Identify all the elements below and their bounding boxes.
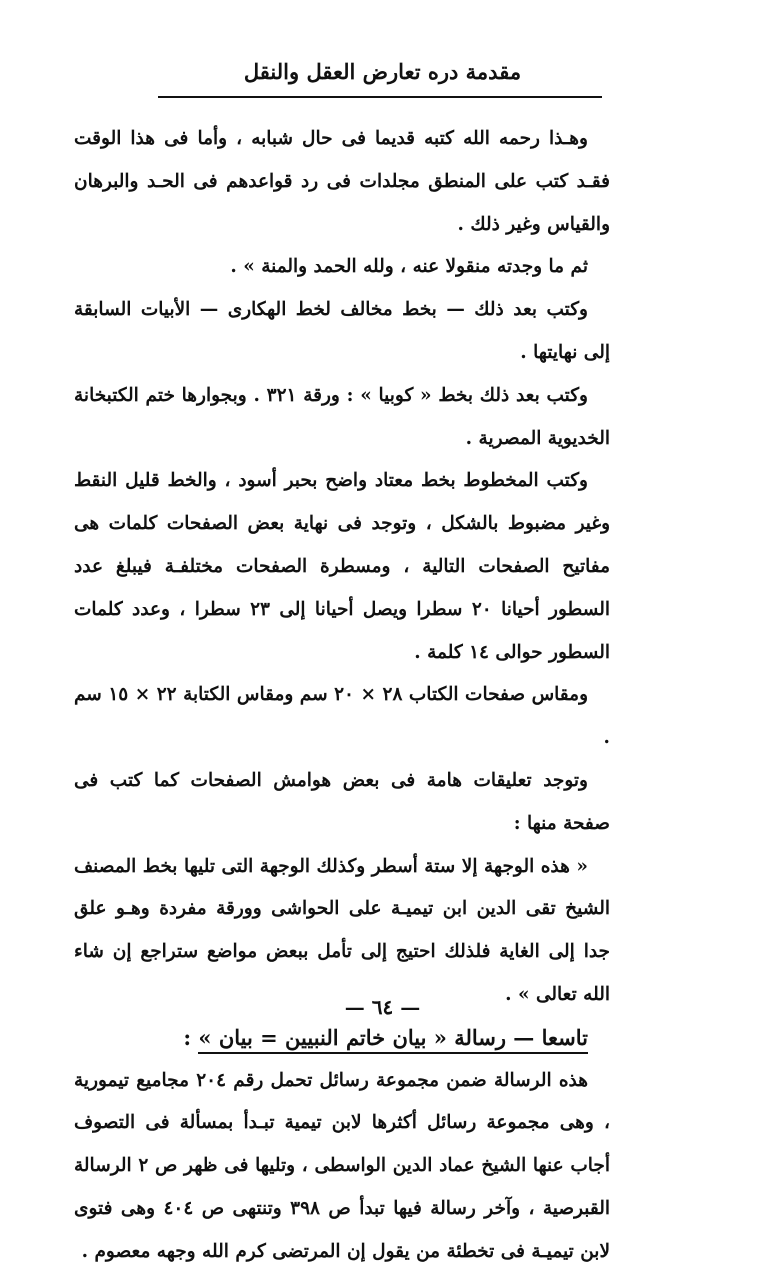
paragraph-3: وكتب بعد ذلك — بخط مخالف لخط الهكارى — الأبيات السابقة إلى نهايتها . (74, 299, 610, 363)
section-colon: : (183, 1024, 199, 1050)
paragraph-9: هذه الرسالة ضمن مجموعة رسائل تحمل رقم ٢٠٤ مجاميع تيمورية ، وهى مجموعة رسائل أكثرها لابن تيمية تبـدأ بمسألة فى التصوف أجاب عنها الشيخ عماد الدين الواسطى ، وتليها فى ظهر ص ٢ الرسالة القبرصية ، وآخر رسالة فيها تبدأ ص ٣٩٨ وتنتهى ص ٤٠٤ وهى فتوى لابن تيميـة فى تخطئة من يقول إن المرتضى كرم الله وجهه معصوم . (74, 1069, 610, 1262)
running-header: مقدمة دره تعارض العقل والنقل (243, 59, 522, 84)
page-number: — ٦٤ — (344, 995, 421, 1019)
paragraph-4: وكتب بعد ذلك بخط « كوبيا » : ورقة ٣٢١ . وبجوارها ختم الكتبخانة الخديوية المصرية . (74, 384, 610, 449)
paragraph-5: وكتب المخطوط بخط معتاد واضح بحبر أسود ، والخط قليل النقط وغير مضبوط بالشكل ، وتوجد فى نهاية بعض الصفحات كلمات هى مفاتيح الصفحات التالية ، ومسطرة الصفحات مختلفـة فيبلغ عدد السطور أحيانا ٢٠ سطرا ويصل أحيانا إلى ٢٣ سطرا ، وعدد كلمات السطور حوالى ١٤ كلمة . (74, 470, 610, 663)
header-rule (158, 96, 602, 98)
section-title: « بيان خاتم النبيين = بيان » (198, 1024, 447, 1050)
paragraph-6: ومقاس صفحات الكتاب ٢٨ × ٢٠ سم ومقاس الكتابة ٢٢ × ١٥ سم . (74, 684, 610, 749)
paragraph-2: ثم ما وجدته منقولا عنه ، ولله الحمد والمنة » . (230, 256, 588, 278)
paragraph-1: وهـذا رحمه الله كتبه قديما فى حال شبابه ، وأما فى هذا الوقت فقـد كتب على المنطق مجلدات فى رد قواعدهم فى الحـد والبرهان والقياس وغير ذلك . (74, 128, 610, 235)
body-text (74, 118, 610, 1274)
section-heading (74, 1017, 610, 1060)
paragraph-7: وتوجد تعليقات هامة فى بعض هوامش الصفحات كما كتب فى صفحة منها : (74, 769, 610, 834)
section-heading-text (198, 1025, 588, 1054)
quotation: « هذه الوجهة إلا ستة أسطر وكذلك الوجهة التى تليها بخط المصنف الشيخ تقى الدين ابن تيميـة على الحواشى وورقة مفردة وهـو علق جدا إلى الغاية فلذلك احتيج إلى تأمل ببعض مواضع ستراجع إن شاء الله تعالى » . (74, 855, 610, 1005)
section-label: تاسعا — رسالة (454, 1024, 588, 1050)
